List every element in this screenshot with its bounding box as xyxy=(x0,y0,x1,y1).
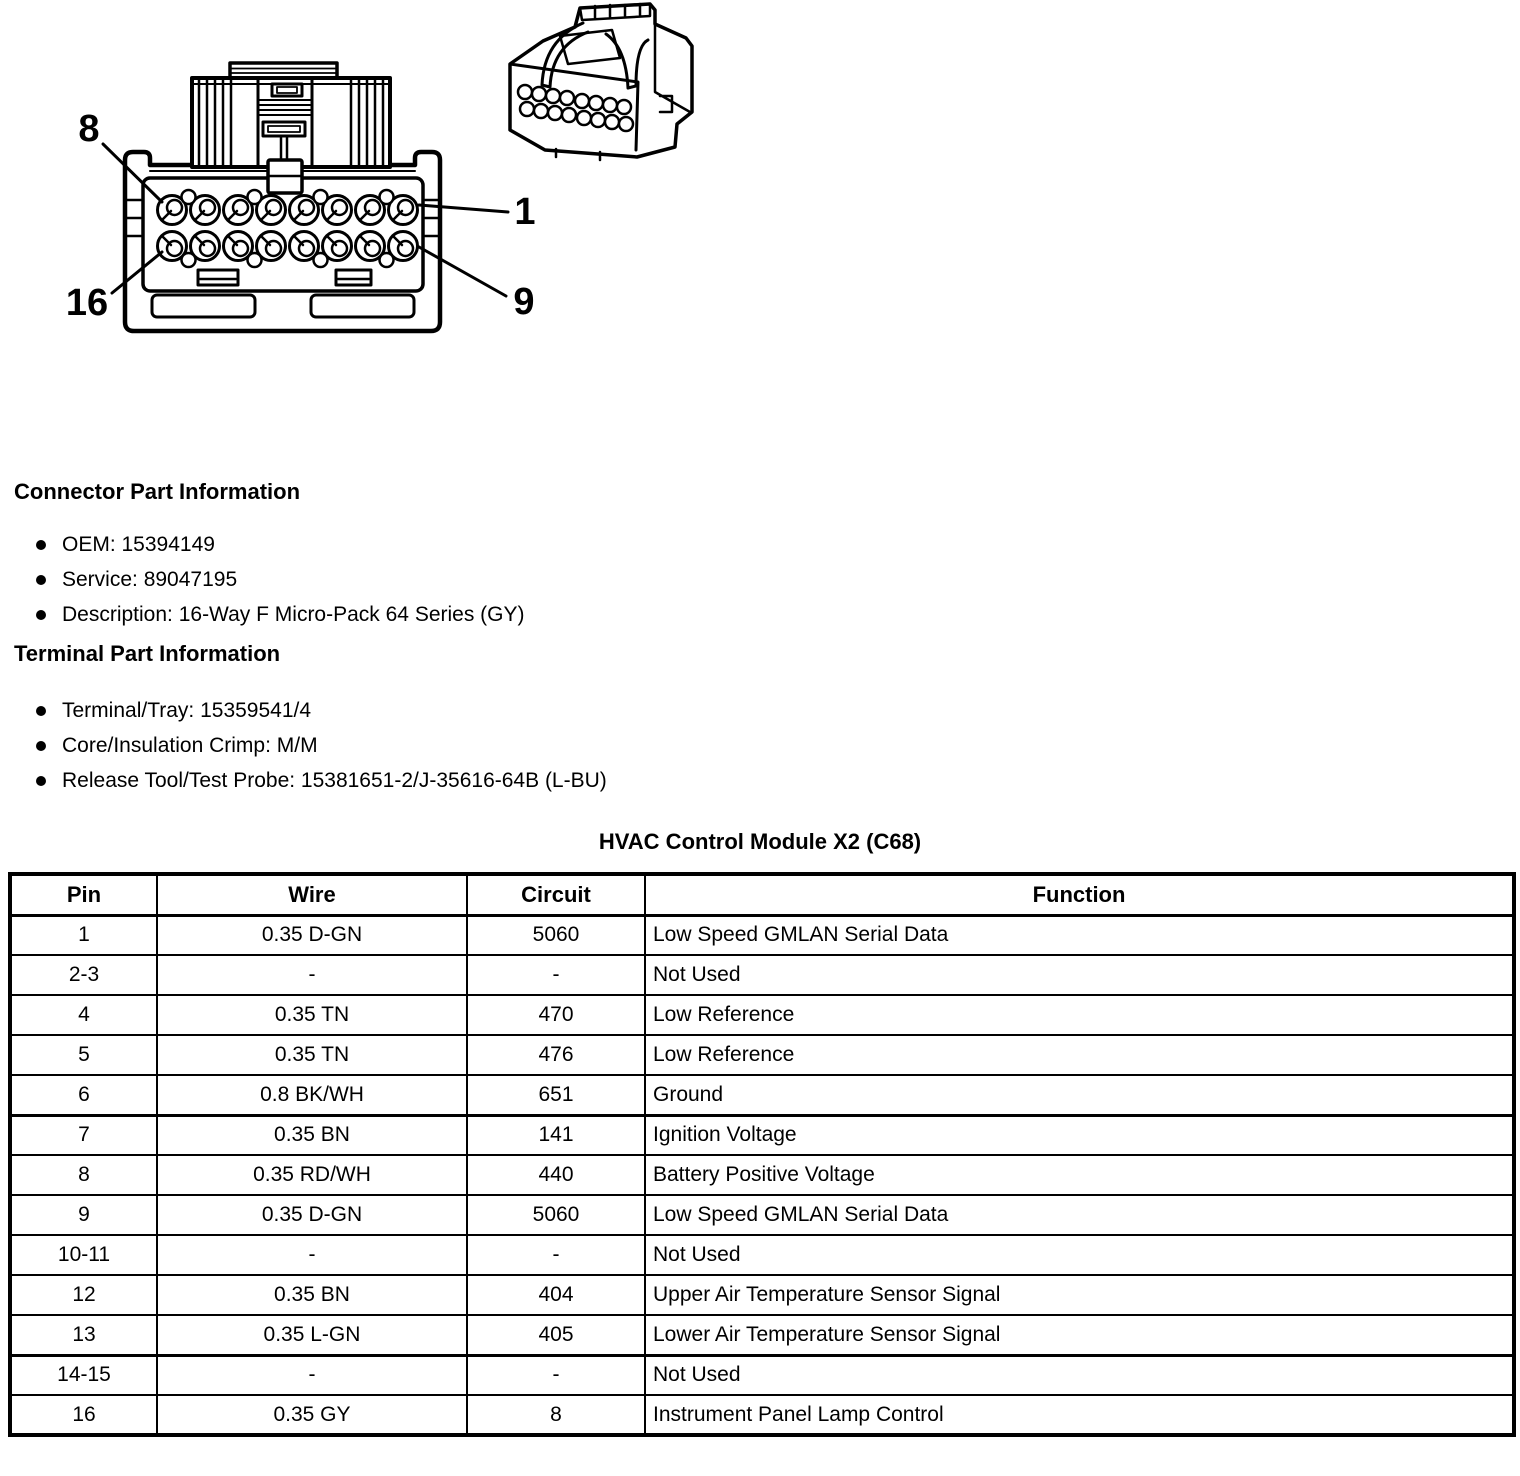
bullet-icon xyxy=(36,776,46,786)
pin-header: Pin xyxy=(10,874,157,915)
wire-cell: 0.8 BK/WH xyxy=(157,1075,467,1115)
wire-cell: 0.35 L-GN xyxy=(157,1315,467,1355)
circuit-cell: - xyxy=(467,955,645,995)
table-row xyxy=(10,1275,1514,1315)
table-row xyxy=(10,1355,1514,1395)
list-item xyxy=(36,597,525,632)
function-cell: Upper Air Temperature Sensor Signal xyxy=(645,1275,1514,1315)
list-item xyxy=(36,728,607,763)
circuit-cell: 141 xyxy=(467,1115,645,1155)
pin-cell: 13 xyxy=(10,1315,157,1355)
pin-cell: 6 xyxy=(10,1075,157,1115)
bullet-icon xyxy=(36,575,46,585)
circuit-cell: - xyxy=(467,1235,645,1275)
wire-cell: 0.35 TN xyxy=(157,995,467,1035)
list-item-text: Core/Insulation Crimp: M/M xyxy=(62,733,318,757)
function-cell: Low Speed GMLAN Serial Data xyxy=(645,1195,1514,1235)
wire-cell: - xyxy=(157,1355,467,1395)
function-cell: Not Used xyxy=(645,1355,1514,1395)
list-item xyxy=(36,562,525,597)
function-cell: Lower Air Temperature Sensor Signal xyxy=(645,1315,1514,1355)
pin-cell: 16 xyxy=(10,1395,157,1435)
circuit-cell: 651 xyxy=(467,1075,645,1115)
pin-cell: 7 xyxy=(10,1115,157,1155)
list-item-text: Terminal/Tray: 15359541/4 xyxy=(62,698,312,722)
wire-header: Wire xyxy=(157,874,467,915)
pin-1-callout: 1 xyxy=(514,191,536,233)
circuit-cell: 440 xyxy=(467,1155,645,1195)
pinout-table xyxy=(8,872,1516,1437)
function-cell: Not Used xyxy=(645,1235,1514,1275)
function-cell: Battery Positive Voltage xyxy=(645,1155,1514,1195)
pin-16-callout: 16 xyxy=(65,282,109,324)
list-item xyxy=(36,693,607,728)
table-row xyxy=(10,955,1514,995)
list-item-text: Service: 89047195 xyxy=(62,567,238,591)
wire-cell: - xyxy=(157,1235,467,1275)
wire-cell: 0.35 GY xyxy=(157,1395,467,1435)
pin-cell: 9 xyxy=(10,1195,157,1235)
pin-cell: 8 xyxy=(10,1155,157,1195)
table-row xyxy=(10,1235,1514,1275)
table-row xyxy=(10,915,1514,955)
pin-cell: 5 xyxy=(10,1035,157,1075)
circuit-cell: 476 xyxy=(467,1035,645,1075)
list-item xyxy=(36,763,607,798)
pin-cell: 2-3 xyxy=(10,955,157,995)
circuit-cell: 404 xyxy=(467,1275,645,1315)
bullet-icon xyxy=(36,706,46,716)
pin-cell: 12 xyxy=(10,1275,157,1315)
connector-figure xyxy=(0,0,760,432)
wire-cell: 0.35 D-GN xyxy=(157,915,467,955)
list-item-text: Release Tool/Test Probe: 15381651-2/J-35616-64B (L-BU) xyxy=(62,768,607,792)
pin-cell: 1 xyxy=(10,915,157,955)
wire-cell: - xyxy=(157,955,467,995)
wire-cell: 0.35 BN xyxy=(157,1115,467,1155)
pin-8-callout: 8 xyxy=(78,108,100,150)
pin-cell: 14-15 xyxy=(10,1355,157,1395)
circuit-cell: - xyxy=(467,1355,645,1395)
bullet-icon xyxy=(36,741,46,751)
circuit-cell: 5060 xyxy=(467,915,645,955)
connector-part-heading: Connector Part Information xyxy=(14,479,301,504)
terminal-part-list xyxy=(36,693,607,798)
wire-cell: 0.35 RD/WH xyxy=(157,1155,467,1195)
connector-perspective-view-diagram xyxy=(510,4,692,160)
table-row xyxy=(10,1075,1514,1115)
table-row xyxy=(10,1315,1514,1355)
circuit-cell: 8 xyxy=(467,1395,645,1435)
bullet-icon xyxy=(36,540,46,550)
pin-cell: 10-11 xyxy=(10,1235,157,1275)
function-cell: Instrument Panel Lamp Control xyxy=(645,1395,1514,1435)
wire-cell: 0.35 D-GN xyxy=(157,1195,467,1235)
function-cell: Ground xyxy=(645,1075,1514,1115)
list-item xyxy=(36,527,525,562)
wire-cell: 0.35 TN xyxy=(157,1035,467,1075)
pin-cell: 4 xyxy=(10,995,157,1035)
circuit-header: Circuit xyxy=(467,874,645,915)
connector-front-view-diagram xyxy=(125,63,440,331)
table-row xyxy=(10,1035,1514,1075)
table-title: HVAC Control Module X2 (C68) xyxy=(598,829,922,854)
wire-cell: 0.35 BN xyxy=(157,1275,467,1315)
list-item-text: OEM: 15394149 xyxy=(62,532,215,556)
circuit-cell: 405 xyxy=(467,1315,645,1355)
function-cell: Low Reference xyxy=(645,1035,1514,1075)
bullet-icon xyxy=(36,610,46,620)
circuit-cell: 470 xyxy=(467,995,645,1035)
function-cell: Low Reference xyxy=(645,995,1514,1035)
function-cell: Ignition Voltage xyxy=(645,1115,1514,1155)
function-cell: Not Used xyxy=(645,955,1514,995)
table-row xyxy=(10,1155,1514,1195)
terminal-part-heading: Terminal Part Information xyxy=(14,641,281,666)
function-cell: Low Speed GMLAN Serial Data xyxy=(645,915,1514,955)
circuit-cell: 5060 xyxy=(467,1195,645,1235)
connector-part-list xyxy=(36,527,525,632)
table-header-row xyxy=(10,874,1514,915)
pin-9-callout: 9 xyxy=(513,281,535,323)
table-row xyxy=(10,1115,1514,1155)
list-item-text: Description: 16-Way F Micro-Pack 64 Series (GY) xyxy=(62,602,525,626)
table-row xyxy=(10,1195,1514,1235)
table-row xyxy=(10,1395,1514,1435)
function-header: Function xyxy=(645,874,1514,915)
table-row xyxy=(10,995,1514,1035)
